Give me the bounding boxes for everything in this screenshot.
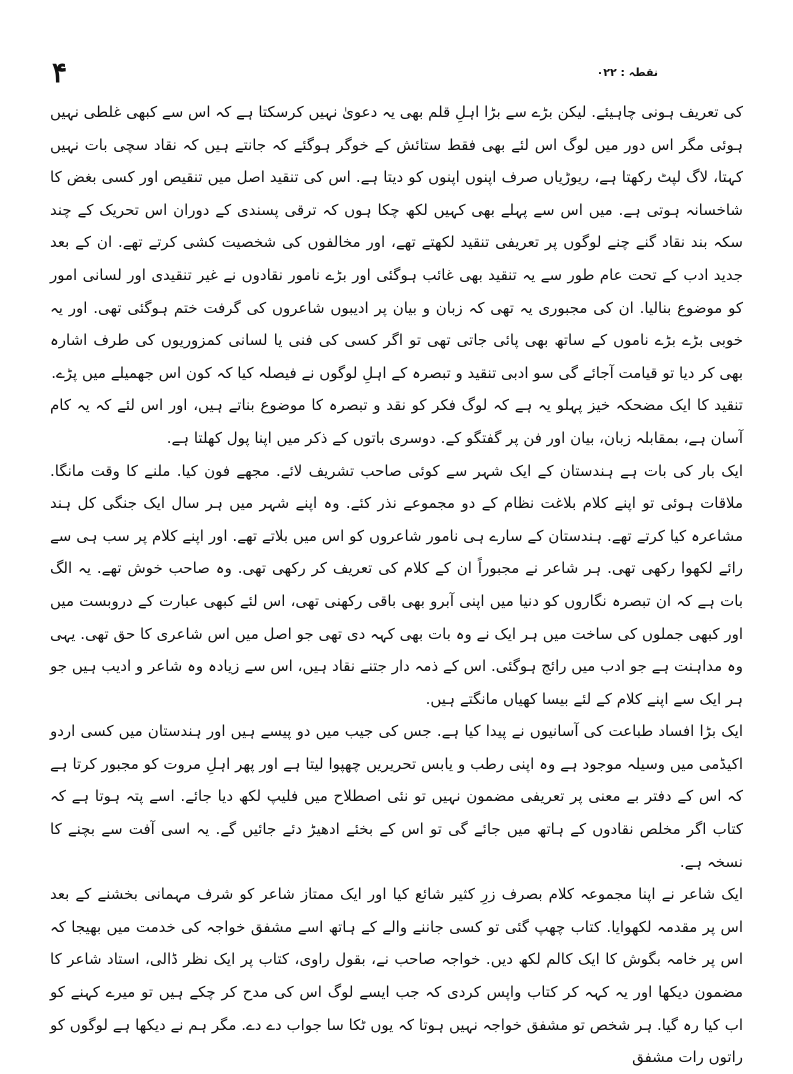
running-header: نقطہ : ۰۲۲ [596,66,658,79]
page-number: ۴ [52,56,68,89]
paragraph-5: ایک شاعر نے اپنا مجموعہ کلام بصرف زرِ کثیر شائع کیا اور ایک ممتاز شاعر کو شرف مہمانی بخشنے کے بعد اس پر مقدمہ لکھوایا. کتاب چھپ گئی تو کسی جاننے والے کے ہاتھ اسے مشفق خواجہ کی خدمت میں بھیجا کہ اس پر خامہ بگوش کا ایک کالم لکھ دیں. خواجہ صاحب نے، بقول راوی، کتاب پر ایک نظر ڈالی، استاد شاعر کا مضمون دیکھا اور یہ کہہ کر کتاب واپس کردی کہ جب ایسے لوگ اس کی مدح کر چکے ہیں تو میرے کہنے کو اب کیا رہ گیا. ہر شخص تو مشفق خواجہ نہیں ہوتا کہ یوں ٹکا سا جواب دے دے. مگر ہم نے دیکھا ہے لوگوں کو راتوں رات مشفق [50,885,743,1067]
paragraph-1: کی تعریف ہونی چاہیئے. لیکن بڑے سے بڑا اہلِ قلم بھی یہ دعویٰ نہیں کرسکتا ہے کہ اس سے کبھی غلطی نہیں ہوئی مگر اس دور میں لوگ اس لئے بھی فقط ستائش کے خوگر ہوگئے کہ جانتے ہیں کہ نقاد سچی بات نہیں کہتا، لاگ لپٹ رکھتا ہے، ریوڑیاں صرف اپنوں اپنوں کو دیتا ہے. اس کی تنقید اصل میں تنقیص اور کسی بغض کا شاخسانہ ہوتی ہے. میں اس سے پہلے بھی کہیں لکھ چکا ہوں کہ ترقی پسندی کے دوران اس تحریک کے چند سکہ بند نقاد گنے چنے لوگوں پر تعریفی تنقید لکھتے تھے، اور مخالفوں کی شخصیت کشی کرتے تھے. ان کے بعد جدید ادب کے تحت عام طور سے یہ تنقید بھی غائب ہوگئی اور بڑے نامور نقادوں نے غیر تنقیدی اور لسانی امور کو موضوع بنالیا. ان کی مجبوری یہ تھی کہ زبان و بیان پر ادیبوں شاعروں کی گرفت ختم ہوگئی تھی. اور یہ خوبی بڑے بڑے ناموں کے ساتھ بھی پائی جاتی تھی تو اگر کسی کی فنی یا لسانی کمزوریوں کی طرف اشارہ بھی کر دیا تو قیامت آجائے گی سو ادبی تنقید و تبصرہ کے اہلِ لوگوں نے فیصلہ کیا کہ کون اس جھمیلے میں پڑے. [50,103,743,382]
article-body [50,96,743,1074]
paragraph-2: تنقید کا ایک مضحکہ خیز پہلو یہ ہے کہ لوگ فکر کو نقد و تبصرہ کا موضوع بناتے ہیں، اور اس لئے کہ یہ کام آسان ہے، بمقابلہ زبان، بیان اور فن پر گفتگو کے. دوسری باتوں کے ذکر میں اپنا پول کھلتا ہے. [50,396,743,447]
paragraph-4: ایک بڑا افساد طباعت کی آسانیوں نے پیدا کیا ہے. جس کی جیب میں دو پیسے ہیں اور ہندستان میں کسی اردو اکیڈمی میں وسیلہ موجود ہے وہ اپنی رطب و یابس تحریریں چھپوا لیتا ہے اور پھر اہلِ مروت کو مجبور کرتا ہے کہ اس کے دفتر بے معنی پر تعریفی مضمون نہیں تو نئی اصطلاح میں فلیپ لکھ دیا جائے. اسے پتہ ہوتا ہے کہ کتاب اگر مخلص نقادوں کے ہاتھ میں جائے گی تو اس کے بخئے ادھیڑ دئے جائیں گے. یہ اسی آفت سے بچنے کا نسخہ ہے. [50,722,743,871]
paragraph-3: ایک بار کی بات ہے ہندستان کے ایک شہر سے کوئی صاحب تشریف لائے. مجھے فون کیا. ملنے کا وقت مانگا. ملاقات ہوئی تو اپنے کلام بلاغت نظام کے دو مجموعے نذر کئے. وہ اپنے شہر میں ہر سال ایک جنگی کل ہند مشاعرہ کیا کرتے تھے. ہندستان کے سارے ہی نامور شاعروں کو اس میں بلاتے تھے. اور اپنے کلام پر سب ہی سے رائے لکھوا رکھی تھی. ہر شاعر نے مجبوراً ان کے کلام کی تعریف کر رکھی تھی. وہ صاحب خوش تھے. یہ الگ بات ہے کہ ان تبصرہ نگاروں کو دنیا میں اپنی آبرو بھی باقی رکھنی تھی، اس لئے کبھی عبارت کے دروبست میں اور کبھی جملوں کی ساخت میں ہر ایک نے وہ بات بھی کہہ دی تھی جو اصل میں اس شاعری کا حق تھی. یہی وہ مداہنت ہے جو ادب میں رائج ہوگئی. اس کے ذمہ دار جتنے نقاد ہیں، اس سے زیادہ وہ شاعر و ادیب ہیں جو ہر ایک سے اپنے کلام کے لئے بیسا کھیاں مانگتے ہیں. [50,461,743,708]
